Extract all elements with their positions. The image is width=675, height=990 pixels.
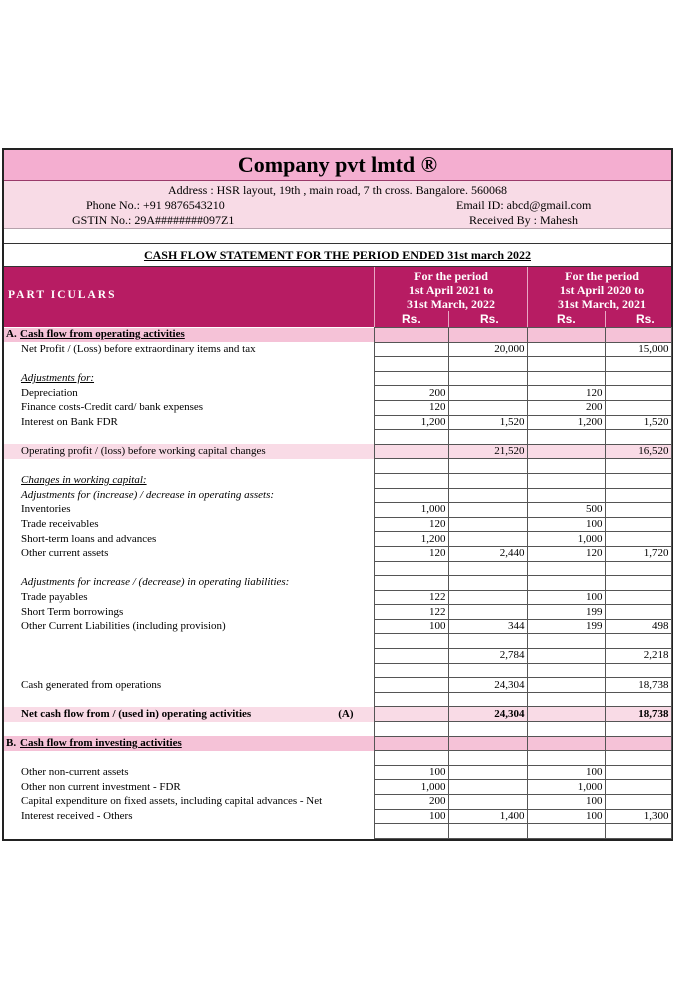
amount-cell bbox=[374, 357, 448, 372]
table-row bbox=[4, 678, 671, 693]
company-name: Company pvt lmtd ® bbox=[4, 150, 671, 181]
company-email: Email ID: abcd@gmail.com bbox=[456, 198, 592, 212]
amount-cell: 1,720 bbox=[605, 546, 671, 561]
amount-cell bbox=[448, 824, 527, 839]
section-title: Cash flow from investing activities bbox=[20, 736, 182, 749]
spacer bbox=[4, 228, 671, 243]
row-label-text: Trade receivables bbox=[21, 518, 99, 531]
amount-cell bbox=[605, 532, 671, 547]
amount-cell bbox=[374, 722, 448, 737]
amount-cell: 1,200 bbox=[374, 415, 448, 430]
amount-cell bbox=[374, 707, 448, 722]
amount-cell: 1,200 bbox=[527, 415, 605, 430]
rs-label-3: Rs. bbox=[557, 312, 576, 326]
amount-cell bbox=[374, 561, 448, 576]
row-label-text: Finance costs-Credit card/ bank expenses bbox=[21, 401, 204, 414]
amount-cell bbox=[527, 824, 605, 839]
amount-cell bbox=[527, 357, 605, 372]
table-row bbox=[4, 430, 671, 445]
amount-cell bbox=[605, 795, 671, 810]
table-row bbox=[4, 736, 671, 751]
table-row bbox=[4, 517, 671, 532]
amount-cell bbox=[374, 444, 448, 459]
table-row bbox=[4, 634, 671, 649]
row-label-text: Operating profit / (loss) before working capital changes bbox=[21, 445, 266, 458]
amount-cell: 199 bbox=[527, 605, 605, 620]
row-label bbox=[4, 663, 374, 678]
table-header bbox=[4, 266, 671, 327]
amount-cell bbox=[527, 328, 605, 343]
table-row bbox=[4, 824, 671, 839]
amount-cell bbox=[605, 328, 671, 343]
table-row bbox=[4, 459, 671, 474]
row-label bbox=[4, 576, 374, 591]
amount-cell bbox=[527, 649, 605, 664]
amount-cell: 18,738 bbox=[605, 707, 671, 722]
amount-cell: 1,000 bbox=[374, 503, 448, 518]
amount-cell bbox=[448, 634, 527, 649]
amount-cell bbox=[448, 328, 527, 343]
amount-cell bbox=[448, 605, 527, 620]
amount-cell bbox=[374, 488, 448, 503]
table-row bbox=[4, 444, 671, 459]
amount-cell: 1,400 bbox=[448, 809, 527, 824]
table-row bbox=[4, 780, 671, 795]
amount-cell bbox=[605, 357, 671, 372]
amount-cell bbox=[605, 371, 671, 386]
row-label bbox=[4, 736, 374, 751]
amount-cell bbox=[527, 576, 605, 591]
amount-cell: 1,300 bbox=[605, 809, 671, 824]
amount-cell bbox=[605, 736, 671, 751]
amount-cell bbox=[527, 342, 605, 357]
table-row bbox=[4, 751, 671, 766]
table-row bbox=[4, 561, 671, 576]
row-label bbox=[4, 473, 374, 488]
row-label bbox=[4, 619, 374, 634]
company-phone: Phone No.: +91 9876543210 bbox=[86, 198, 225, 212]
amount-cell: 100 bbox=[527, 590, 605, 605]
amount-cell bbox=[374, 634, 448, 649]
amount-cell bbox=[448, 736, 527, 751]
row-label bbox=[4, 546, 374, 561]
section-title: Cash flow from operating activities bbox=[20, 328, 185, 341]
row-label-text: Interest received - Others bbox=[21, 809, 133, 822]
table-row bbox=[4, 605, 671, 620]
amount-cell bbox=[605, 634, 671, 649]
row-label-text: Net cash flow from / (used in) operating activities bbox=[21, 707, 252, 720]
amount-cell bbox=[605, 590, 671, 605]
amount-cell bbox=[374, 678, 448, 693]
table-row bbox=[4, 795, 671, 810]
amount-cell: 498 bbox=[605, 619, 671, 634]
row-label-text: Cash generated from operations bbox=[21, 678, 162, 691]
amount-cell: 200 bbox=[527, 400, 605, 415]
amount-cell bbox=[448, 722, 527, 737]
amount-cell: 120 bbox=[527, 546, 605, 561]
amount-cell bbox=[605, 692, 671, 707]
amount-cell bbox=[374, 342, 448, 357]
amount-cell bbox=[448, 488, 527, 503]
amount-cell bbox=[448, 371, 527, 386]
row-label-text: Other Current Liabilities (including provision) bbox=[21, 620, 226, 633]
row-label bbox=[4, 503, 374, 518]
row-label bbox=[4, 824, 374, 839]
amount-cell: 120 bbox=[374, 400, 448, 415]
amount-cell: 1,520 bbox=[605, 415, 671, 430]
row-label bbox=[4, 444, 374, 459]
amount-cell bbox=[448, 473, 527, 488]
amount-cell bbox=[527, 561, 605, 576]
row-label-text: Net Profit / (Loss) before extraordinary items and tax bbox=[21, 342, 256, 355]
amount-cell bbox=[448, 795, 527, 810]
cash-flow-sheet bbox=[2, 148, 673, 841]
amount-cell bbox=[605, 576, 671, 591]
row-label bbox=[4, 678, 374, 693]
amount-cell bbox=[374, 751, 448, 766]
amount-cell bbox=[374, 692, 448, 707]
amount-cell bbox=[605, 488, 671, 503]
amount-cell bbox=[605, 780, 671, 795]
table-row bbox=[4, 473, 671, 488]
table-row bbox=[4, 649, 671, 664]
amount-cell bbox=[448, 561, 527, 576]
amount-cell: 500 bbox=[527, 503, 605, 518]
amount-cell bbox=[527, 459, 605, 474]
table-row bbox=[4, 765, 671, 780]
row-label-text: Depreciation bbox=[21, 386, 78, 399]
row-label bbox=[4, 517, 374, 532]
row-label bbox=[4, 415, 374, 430]
amount-cell bbox=[448, 459, 527, 474]
amount-cell bbox=[448, 532, 527, 547]
company-gstin: GSTIN No.: 29A########097Z1 bbox=[72, 213, 235, 227]
amount-cell bbox=[448, 503, 527, 518]
row-label bbox=[4, 605, 374, 620]
table-row bbox=[4, 342, 671, 357]
amount-cell: 200 bbox=[374, 795, 448, 810]
amount-cell: 1,200 bbox=[374, 532, 448, 547]
amount-cell: 1,000 bbox=[374, 780, 448, 795]
row-label bbox=[4, 371, 374, 386]
section-a-mark: (A) bbox=[338, 707, 354, 720]
period-2021-header: For the period 1st April 2020 to 31st March, 2021 bbox=[557, 269, 647, 311]
amount-cell bbox=[605, 722, 671, 737]
row-label bbox=[4, 809, 374, 824]
period-2022-header: For the period 1st April 2021 to 31st March, 2022 bbox=[406, 269, 496, 311]
amount-cell: 120 bbox=[374, 546, 448, 561]
table-row bbox=[4, 663, 671, 678]
amount-cell bbox=[605, 824, 671, 839]
row-label-text: Trade payables bbox=[21, 590, 88, 603]
particulars-header: PART ICULARS bbox=[8, 289, 117, 301]
row-label bbox=[4, 795, 374, 810]
amount-cell bbox=[605, 751, 671, 766]
amount-cell bbox=[605, 663, 671, 678]
statement-title: CASH FLOW STATEMENT FOR THE PERIOD ENDED 31st march 2022 bbox=[4, 243, 671, 266]
amount-cell: 16,520 bbox=[605, 444, 671, 459]
row-label-text: Other non current investment - FDR bbox=[21, 780, 181, 793]
cash-flow-table bbox=[4, 327, 672, 839]
row-label bbox=[4, 488, 374, 503]
amount-cell bbox=[448, 430, 527, 445]
row-label-text: Adjustments for (increase) / decrease in operating assets: bbox=[21, 488, 275, 501]
company-address: Address : HSR layout, 19th , main road, 7 th cross. Bangalore. 560068 bbox=[168, 183, 507, 197]
amount-cell bbox=[448, 780, 527, 795]
row-label bbox=[4, 357, 374, 372]
amount-cell bbox=[448, 590, 527, 605]
received-by: Received By : Mahesh bbox=[469, 213, 578, 227]
amount-cell bbox=[448, 663, 527, 678]
row-label bbox=[4, 400, 374, 415]
amount-cell bbox=[448, 576, 527, 591]
amount-cell: 15,000 bbox=[605, 342, 671, 357]
row-label bbox=[4, 707, 374, 722]
amount-cell bbox=[374, 824, 448, 839]
row-label-text: Other current assets bbox=[21, 547, 109, 560]
row-label bbox=[4, 590, 374, 605]
company-info bbox=[4, 181, 671, 228]
row-label-text: Interest on Bank FDR bbox=[21, 415, 118, 428]
section-code: B. bbox=[6, 736, 17, 749]
row-label-text: Adjustments for increase / (decrease) in operating liabilities: bbox=[21, 576, 290, 589]
row-label-text: Capital expenditure on fixed assets, including capital advances - Net bbox=[21, 795, 323, 808]
amount-cell bbox=[448, 692, 527, 707]
table-row bbox=[4, 488, 671, 503]
amount-cell bbox=[527, 634, 605, 649]
row-label-text: Adjustments for: bbox=[21, 372, 95, 385]
amount-cell bbox=[448, 357, 527, 372]
amount-cell: 120 bbox=[527, 386, 605, 401]
rs-label-1: Rs. bbox=[402, 312, 421, 326]
amount-cell bbox=[527, 371, 605, 386]
table-row bbox=[4, 619, 671, 634]
amount-cell bbox=[605, 430, 671, 445]
table-row bbox=[4, 722, 671, 737]
amount-cell: 1,000 bbox=[527, 532, 605, 547]
row-label bbox=[4, 751, 374, 766]
amount-cell bbox=[527, 444, 605, 459]
table-row bbox=[4, 532, 671, 547]
amount-cell bbox=[374, 649, 448, 664]
amount-cell: 1,000 bbox=[527, 780, 605, 795]
row-label-text: Inventories bbox=[21, 503, 71, 516]
amount-cell bbox=[374, 663, 448, 678]
amount-cell: 2,218 bbox=[605, 649, 671, 664]
row-label bbox=[4, 342, 374, 357]
table-row bbox=[4, 590, 671, 605]
table-row bbox=[4, 371, 671, 386]
amount-cell: 2,440 bbox=[448, 546, 527, 561]
table-row bbox=[4, 546, 671, 561]
amount-cell bbox=[374, 576, 448, 591]
section-code: A. bbox=[6, 328, 17, 341]
amount-cell bbox=[527, 430, 605, 445]
row-label bbox=[4, 692, 374, 707]
amount-cell bbox=[374, 736, 448, 751]
amount-cell bbox=[374, 473, 448, 488]
amount-cell: 100 bbox=[527, 765, 605, 780]
table-row bbox=[4, 692, 671, 707]
amount-cell bbox=[605, 459, 671, 474]
amount-cell bbox=[605, 765, 671, 780]
row-label-text: Changes in working capital: bbox=[21, 474, 147, 487]
amount-cell bbox=[448, 386, 527, 401]
amount-cell: 24,304 bbox=[448, 678, 527, 693]
amount-cell bbox=[527, 707, 605, 722]
amount-cell bbox=[448, 400, 527, 415]
amount-cell bbox=[605, 605, 671, 620]
amount-cell: 344 bbox=[448, 619, 527, 634]
rs-label-4: Rs. bbox=[636, 312, 655, 326]
amount-cell bbox=[527, 678, 605, 693]
amount-cell bbox=[448, 517, 527, 532]
amount-cell: 100 bbox=[527, 809, 605, 824]
amount-cell: 100 bbox=[374, 765, 448, 780]
amount-cell bbox=[605, 400, 671, 415]
amount-cell bbox=[527, 692, 605, 707]
row-label bbox=[4, 780, 374, 795]
amount-cell bbox=[527, 488, 605, 503]
amount-cell: 122 bbox=[374, 590, 448, 605]
table-row bbox=[4, 503, 671, 518]
amount-cell bbox=[527, 751, 605, 766]
row-label bbox=[4, 386, 374, 401]
table-row bbox=[4, 707, 671, 722]
amount-cell bbox=[448, 765, 527, 780]
row-label bbox=[4, 430, 374, 445]
row-label bbox=[4, 765, 374, 780]
row-label-text: Other non-current assets bbox=[21, 766, 129, 779]
row-label bbox=[4, 634, 374, 649]
amount-cell: 100 bbox=[527, 517, 605, 532]
amount-cell: 100 bbox=[527, 795, 605, 810]
rs-label-2: Rs. bbox=[480, 312, 499, 326]
amount-cell: 100 bbox=[374, 809, 448, 824]
amount-cell bbox=[605, 386, 671, 401]
table-row bbox=[4, 386, 671, 401]
table-row bbox=[4, 415, 671, 430]
amount-cell: 199 bbox=[527, 619, 605, 634]
amount-cell bbox=[605, 473, 671, 488]
amount-cell bbox=[374, 430, 448, 445]
row-label bbox=[4, 459, 374, 474]
amount-cell: 120 bbox=[374, 517, 448, 532]
row-label-text: Short-term loans and advances bbox=[21, 532, 157, 545]
amount-cell: 18,738 bbox=[605, 678, 671, 693]
table-row bbox=[4, 809, 671, 824]
amount-cell bbox=[527, 736, 605, 751]
amount-cell: 2,784 bbox=[448, 649, 527, 664]
row-label bbox=[4, 561, 374, 576]
amount-cell: 20,000 bbox=[448, 342, 527, 357]
table-row bbox=[4, 357, 671, 372]
table-row bbox=[4, 400, 671, 415]
amount-cell: 1,520 bbox=[448, 415, 527, 430]
amount-cell bbox=[605, 561, 671, 576]
amount-cell bbox=[448, 751, 527, 766]
row-label bbox=[4, 532, 374, 547]
table-row bbox=[4, 328, 671, 343]
amount-cell bbox=[527, 722, 605, 737]
row-label bbox=[4, 328, 374, 343]
amount-cell bbox=[374, 328, 448, 343]
row-label bbox=[4, 722, 374, 737]
amount-cell: 21,520 bbox=[448, 444, 527, 459]
amount-cell: 122 bbox=[374, 605, 448, 620]
amount-cell bbox=[605, 503, 671, 518]
amount-cell bbox=[374, 371, 448, 386]
amount-cell bbox=[527, 473, 605, 488]
amount-cell bbox=[374, 459, 448, 474]
amount-cell bbox=[605, 517, 671, 532]
amount-cell: 24,304 bbox=[448, 707, 527, 722]
row-label-text: Short Term borrowings bbox=[21, 605, 124, 618]
amount-cell: 100 bbox=[374, 619, 448, 634]
amount-cell: 200 bbox=[374, 386, 448, 401]
row-label bbox=[4, 649, 374, 664]
amount-cell bbox=[527, 663, 605, 678]
table-row bbox=[4, 576, 671, 591]
